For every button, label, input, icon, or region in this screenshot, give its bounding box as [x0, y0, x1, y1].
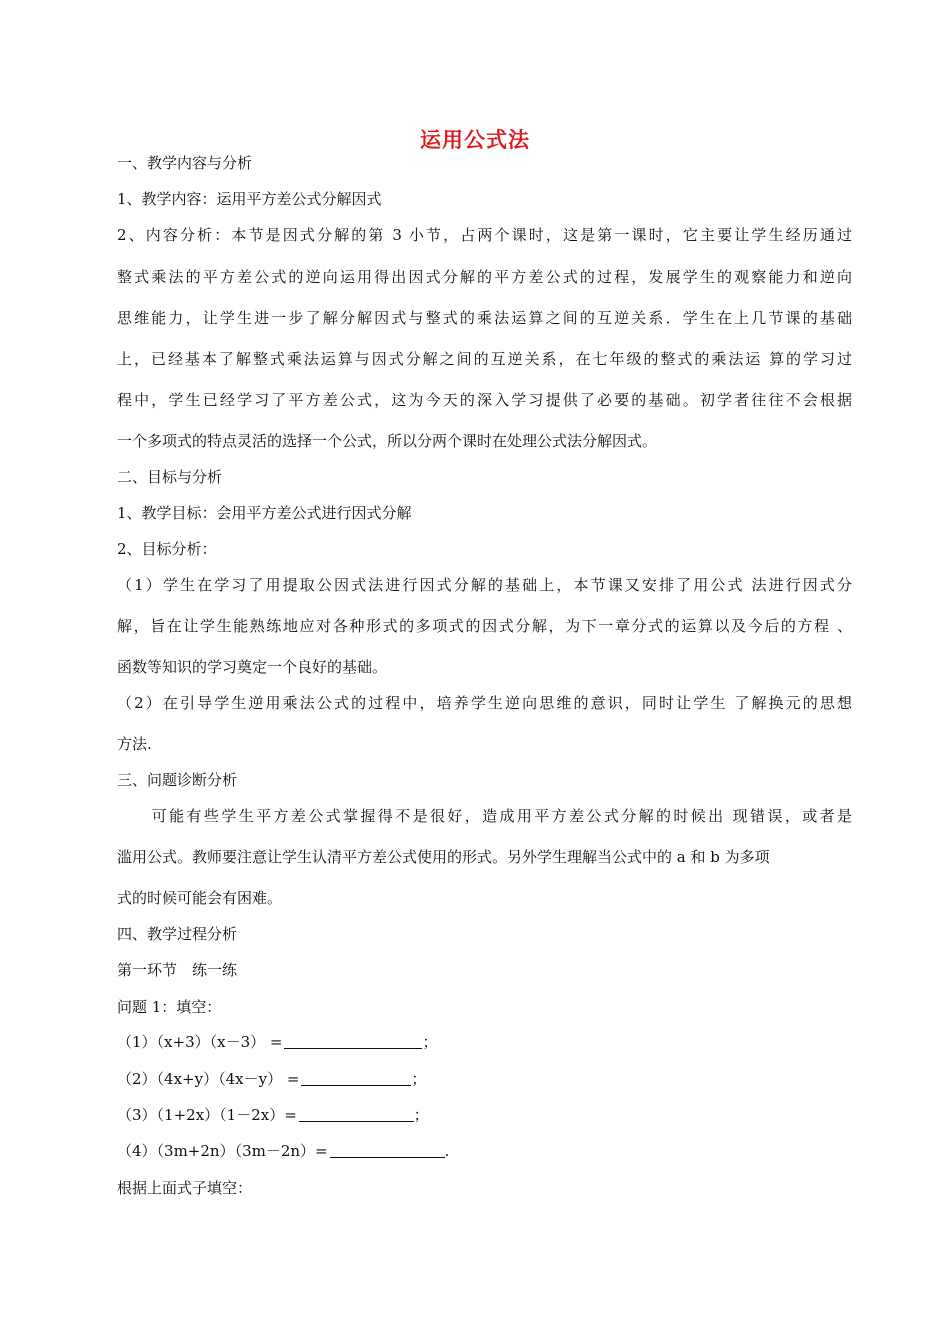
paragraph-line: 2、内容分析：本节是因式分解的第 3 小节，占两个课时，这是第一课时，它主要让学生经历通过 — [117, 226, 852, 244]
paragraph-line: 函数等知识的学习奠定一个良好的基础。 — [117, 658, 388, 676]
exercise-end: ； — [413, 1106, 429, 1124]
paragraph-line: 一个多项式的特点灵活的选择一个公式，所以分两个课时在处理公式法分解因式。 — [117, 432, 658, 450]
paragraph-line: （1）学生在学习了用提取公因式法进行因式分解的基础上，本节课又安排了用公式 法进行因式分 — [117, 576, 852, 594]
exercise-expression: （1）（x+3）（x－3） = — [117, 1033, 283, 1051]
paragraph-line: 滥用公式。教师要注意让学生认清平方差公式使用的形式。另外学生理解当公式中的 a 和 b 为多项 — [117, 848, 770, 866]
question-label: 问题 1：填空： — [117, 998, 222, 1016]
answer-blank[interactable] — [330, 1143, 445, 1158]
exercise-end: . — [444, 1142, 450, 1160]
section-heading-4: 四、教学过程分析 — [117, 925, 238, 943]
paragraph-line: 程中，学生已经学习了平方差公式，这为今天的深入学习提供了必要的基础。初学者往往不会根据 — [117, 391, 852, 409]
exercise-end: ； — [422, 1033, 438, 1051]
answer-blank[interactable] — [301, 1071, 411, 1086]
paragraph-line: 思维能力，让学生进一步了解分解因式与整式的乘法运算之间的互逆关系．学生在上几节课的基础 — [117, 309, 852, 327]
paragraph-line: （2）在引导学生逆用乘法公式的过程中，培养学生逆向思维的意识，同时让学生 了解换元的思想 — [117, 694, 852, 712]
footer-instruction: 根据上面式子填空： — [117, 1179, 253, 1197]
section-heading-3: 三、问题诊断分析 — [117, 771, 238, 789]
section-heading-2: 二、目标与分析 — [117, 468, 223, 486]
paragraph-line: 解，旨在让学生能熟练地应对各种形式的多项式的因式分解，为下一章分式的运算以及今后的方程 、 — [117, 617, 852, 635]
paragraph-line: 上，已经基本了解整式乘法运算与因式分解之间的互逆关系，在七年级的整式的乘法运 算的学习过 — [117, 350, 852, 368]
page-title: 运用公式法 — [420, 128, 530, 152]
exercise-expression: （3）（1+2x）（1－2x）= — [117, 1106, 297, 1124]
paragraph-line: 整式乘法的平方差公式的逆向运用得出因式分解的平方差公式的过程，发展学生的观察能力和逆向 — [117, 268, 852, 286]
paragraph-line: 式的时候可能会有困难。 — [117, 889, 283, 907]
exercise-end: ； — [411, 1070, 427, 1088]
paragraph-line: 1、教学目标：会用平方差公式进行因式分解 — [117, 504, 412, 522]
section-heading-1: 一、教学内容与分析 — [117, 154, 253, 172]
exercise-line-2 — [117, 1069, 852, 1089]
exercise-expression: （2）（4x+y）（4x－y） = — [117, 1070, 300, 1088]
exercise-line-4 — [117, 1141, 852, 1161]
paragraph-line: 方法. — [117, 735, 152, 753]
exercise-expression: （4）（3m+2n）（3m－2n）= — [117, 1142, 328, 1160]
answer-blank[interactable] — [299, 1107, 414, 1122]
paragraph-line: 可能有些学生平方差公式掌握得不是很好，造成用平方差公式分解的时候出 现错误，或者是 — [117, 807, 852, 825]
exercise-line-1 — [117, 1032, 852, 1052]
subsection-heading: 第一环节 练一练 — [117, 961, 238, 979]
paragraph-line: 1、教学内容：运用平方差公式分解因式 — [117, 190, 382, 208]
answer-blank[interactable] — [284, 1034, 422, 1049]
paragraph-line: 2、目标分析： — [117, 540, 217, 558]
exercise-line-3 — [117, 1105, 852, 1125]
